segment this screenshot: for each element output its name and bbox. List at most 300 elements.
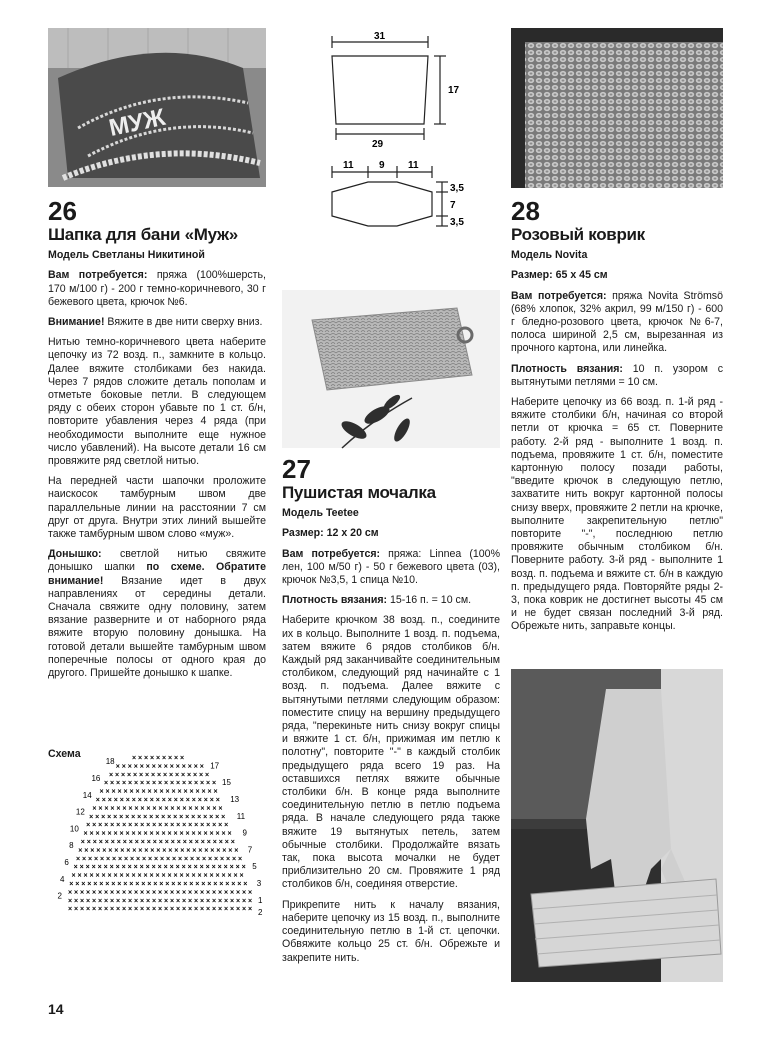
scheme-stitch: × [193,906,199,914]
scheme-stitch: × [181,889,187,897]
scheme-stitch: × [101,797,106,804]
scheme-stitch: × [79,897,85,905]
scheme-stitch: × [215,830,220,838]
scheme-stitch: × [179,813,184,821]
cloth-model: Модель Teetee [282,507,359,520]
scheme-stitch: × [215,797,220,804]
scheme-stitch: × [193,864,198,872]
scheme-stitch: × [209,830,214,838]
scheme-row [86,822,228,829]
scheme-stitch: × [161,755,167,762]
scheme-stitch: × [204,847,209,855]
scheme-stitch: × [105,855,111,863]
scheme-stitch: × [227,830,232,838]
scheme-stitch: × [138,847,143,855]
scheme-stitch: × [203,830,208,838]
scheme-stitch: × [85,889,91,897]
scheme-stitch: × [217,906,223,914]
scheme-stitch: × [155,830,160,838]
dim-seg-mid: 9 [379,160,385,171]
scheme-stitch: × [98,822,103,830]
scheme-stitch: × [205,771,210,779]
scheme-stitch: × [135,855,141,863]
scheme-stitch: × [188,839,193,846]
scheme-stitch: × [189,855,195,863]
scheme-stitch: × [200,822,205,830]
scheme-stitch: × [157,864,162,872]
scheme-stitch: × [117,788,122,796]
scheme-stitch: × [173,872,178,880]
scheme-row [83,831,231,838]
scheme-stitch: × [223,906,229,914]
scheme-stitch: × [215,872,220,880]
scheme-row-number-right: 7 [247,845,253,855]
scheme-stitch: × [91,897,97,905]
scheme-stitch: × [211,897,217,905]
scheme-stitch: × [129,788,134,796]
scheme-stitch: × [151,771,156,779]
scheme-stitch: × [116,822,121,830]
scheme-stitch: × [187,771,192,779]
scheme-stitch: × [231,855,237,863]
scheme-stitch: × [205,906,211,914]
scheme-stitch: × [176,805,181,813]
scheme-stitch: × [187,780,193,788]
scheme-stitch: × [228,847,233,855]
scheme-stitch: × [216,847,221,855]
scheme-stitch: × [189,788,194,796]
scheme-stitch: × [147,855,153,863]
scheme-stitch: × [181,897,187,905]
scheme-stitch: × [193,771,198,779]
scheme-stitch: × [77,872,82,880]
scheme-stitch: × [233,872,238,880]
scheme-stitch: × [191,797,196,804]
scheme-stitch: × [127,771,132,779]
scheme-stitch: × [121,906,127,914]
washcloth-article [282,456,500,972]
scheme-stitch: × [169,889,175,897]
scheme-stitch: × [185,872,190,880]
scheme-stitch: × [247,897,253,905]
scheme-stitch: × [133,771,138,779]
scheme-stitch: × [131,755,137,762]
scheme-stitch: × [169,763,174,771]
scheme-row-number-right: 5 [252,862,257,872]
scheme-stitch: × [125,830,130,838]
scheme-stitch: × [111,881,116,888]
scheme-stitch: × [211,889,217,897]
scheme-stitch: × [143,872,148,880]
scheme-stitch: × [169,771,174,779]
scheme-stitch: × [119,872,124,880]
scheme-stitch: × [167,813,172,821]
scheme-stitch: × [133,763,138,771]
scheme-stitch: × [171,855,177,863]
scheme-stitch: × [93,881,98,888]
scheme-stitch: × [168,847,173,855]
scheme-stitch: × [140,805,145,813]
scheme-row [68,898,252,905]
scheme-stitch: × [140,839,145,846]
scheme-stitch: × [153,788,158,796]
scheme-stitch: × [143,813,148,821]
scheme-row [78,847,238,854]
scheme-stitch: × [71,872,76,880]
scheme-stitch: × [189,881,194,888]
scheme-stitch: × [185,797,190,804]
scheme-stitch: × [145,897,151,905]
scheme-stitch: × [137,755,143,762]
scheme-stitch: × [125,813,130,821]
scheme-stitch: × [120,847,125,855]
scheme-row [132,755,184,762]
scheme-stitch: × [84,847,89,855]
scheme-stitch: × [205,897,211,905]
scheme-stitch: × [164,805,169,813]
scheme-row [74,864,246,871]
scheme-stitch: × [198,847,203,855]
scheme-stitch: × [151,906,157,914]
scheme-row-number-right: 13 [230,795,240,804]
scheme-stitch: × [125,872,130,880]
scheme-stitch: × [199,763,204,771]
scheme-stitch: × [205,889,211,897]
scheme-stitch: × [213,788,218,796]
scheme-stitch: × [147,881,152,888]
scheme-stitch: × [169,780,175,788]
rug-number: 28 [511,196,540,226]
scheme-stitch: × [199,897,205,905]
scheme-stitch: × [213,855,219,863]
scheme-stitch: × [158,822,163,830]
scheme-stitch: × [109,906,115,914]
scheme-stitch: × [223,864,228,872]
scheme-stitch: × [146,822,151,830]
scheme-stitch: × [193,763,198,771]
scheme-stitch: × [91,864,96,872]
scheme-stitch: × [201,881,206,888]
scheme-stitch: × [149,830,154,838]
hat-bottom-instructions: Донышко: светлой нитью свяжите донышко шапки по схеме. Обратите внимание! Вязание идет в двух направлениях от середины детали. Сначала свяжите одну половину, затем вязание разверните и от наборного ряда вяжите вторую половину донышка. На готовой детали вышейте тамбурным швом поперечные полосы от одного края до другого. Пришейте донышко к шапке. [48,548,266,680]
scheme-stitch: × [241,906,247,914]
scheme-stitch: × [137,830,142,838]
scheme-stitch: × [113,813,118,821]
scheme-stitch: × [115,763,120,771]
rug-paragraph-1: Наберите цепочку из 66 возд. п. 1-й ряд - вяжите столбики б/н, начиная со второй петли от крючка = 65 ст. Поверните работу. 2-й ряд - выполните 1 возд. п. подъема, провяжите 1 ст. б/н, поместите картонную полосу позади работы, "введите крючок в следующую петлю, захватите нить вокруг картонной полосы снизу вверх, провяжите 2 петли на крючке, выполните закрепительную петлю" повторите "-", последнюю петлю провяжите обычным столбиком б/н. Поверните работу. 3-й ряд - выполните 1 возд. п. подъема и вяжите ст. б/н в каждую п. предыдущего ряда. Повторяйте ряды 2-3, пока коврик не достигнет высоты 45 см и не будет связан последний 3-й ряд. Обрежьте нить, заправьте концы. [511,396,723,633]
scheme-stitch: × [199,780,205,788]
scheme-stitch: × [209,872,214,880]
scheme-stitch: × [152,805,157,813]
scheme-stitch: × [73,906,79,914]
scheme-stitch: × [218,805,223,813]
scheme-stitch: × [213,881,218,888]
scheme-stitch: × [102,847,107,855]
scheme-stitch: × [129,881,134,888]
hat-attention [48,316,266,329]
scheme-row-number-left: 4 [59,874,65,884]
scheme-stitch: × [79,906,85,914]
scheme-stitch: × [99,881,104,888]
scheme-stitch: × [199,906,205,914]
rug-materials: Вам потребуется: пряжа Novita Strömsö (68% хлопок, 32% акрил, 99 м/150 г) - 600 г бледно-розового цвета, крючок №6-7, полоса шириной 2,5 см, вырезанная из прочного картона, или линейка. [511,289,723,355]
hat-need-text: пряжа (100%шерсть, 170 м/100 г) - 200 г темно-коричневого, 30 г бежевого цвета, крючок №6. [48,269,266,308]
scheme-stitch: × [111,788,116,796]
scheme-stitch: × [131,813,136,821]
scheme-stitch: × [161,813,166,821]
scheme-stitch: × [207,855,213,863]
scheme-stitch: × [182,839,187,846]
scheme-stitch: × [185,813,190,821]
scheme-stitch: × [221,872,226,880]
scheme-stitch: × [104,805,109,813]
scheme-stitch: × [201,788,206,796]
scheme-stitch: × [110,839,115,846]
scheme-stitch: × [177,788,182,796]
scheme-stitch: × [90,847,95,855]
scheme-stitch: × [144,847,149,855]
scheme-stitch: × [109,780,115,788]
scheme-stitch: × [180,847,185,855]
hat-paragraph-2: На передней части шапочки проложите наискосок тамбурным швом две параллельные линии на расстоянии 7 см друг от друга. Внутри этих линий вышейте также тамбурным швом слово «муж». [48,475,266,541]
scheme-stitch: × [91,889,97,897]
scheme-stitch: × [163,780,169,788]
scheme-row [109,772,209,779]
scheme-stitch: × [187,889,193,897]
scheme-stitch: × [212,839,217,846]
scheme-stitch: × [206,822,211,830]
scheme-stitch: × [79,889,85,897]
scheme-stitch: × [113,830,118,838]
scheme-stitch: × [241,864,246,872]
scheme-stitch: × [147,788,152,796]
scheme-stitch: × [241,889,247,897]
dim-seg-left: 11 [343,160,354,171]
scheme-stitch: × [111,855,117,863]
rug-closeup-photo [511,28,723,188]
scheme-stitch: × [123,881,128,888]
scheme-stitch: × [122,839,127,846]
scheme-stitch: × [211,864,216,872]
scheme-stitch: × [135,788,140,796]
scheme-stitch: × [175,771,180,779]
scheme-stitch: × [91,906,97,914]
scheme-stitch: × [167,797,172,804]
scheme-stitch: × [96,847,101,855]
scheme-stitch: × [95,797,100,804]
scheme-stitch: × [165,881,170,888]
scheme-stitch: × [99,788,104,796]
cloth-number: 27 [282,454,311,484]
scheme-stitch: × [197,797,202,804]
scheme-stitch: × [122,805,127,813]
scheme-stitch: × [222,847,227,855]
scheme-stitch: × [97,906,103,914]
scheme-stitch: × [110,805,115,813]
scheme-stitch: × [161,830,166,838]
scheme-stitch: × [149,872,154,880]
scheme-stitch: × [221,813,226,821]
scheme-stitch: × [67,897,73,905]
scheme-stitch: × [167,872,172,880]
cloth-paragraph-1: Наберите крючком 38 возд. п., соедините их в кольцо. Выполните 1 возд. п. подъема, затем вяжите 6 рядов столбиков б/н. Каждый ряд заканчивайте соединительным столбиком, следующий ряд начинайте с 1 возд. п. подъема. Далее вяжите с вытянутыми петлями следующим образом: поместите спицу на вершину предыдущего ряда, "перекиньте нить снизу вокруг спицы и вяжите 1 ст. б/н, прижимая им петлю к полотну", повторите "-" в каждый столбик предыдущего ряда всего 19 раз. На оставшихся петлях вяжите обычные столбики б/н. В конце ряда выполните соединительную петлю в петлю подъема ряда. В начале следующего ряда также вяжите 19 вытянутых петель, затем обычные столбики. Продолжайте вязать так, пока высота мочалки не будет приблизительно 20 см. Провяжите 1 ряд столбиков б/н, соединяя отверстие. [282,614,500,891]
scheme-stitch: × [163,906,169,914]
scheme-stitch: × [98,805,103,813]
scheme-stitch: × [243,881,248,888]
scheme-stitch: × [223,889,229,897]
scheme-stitch: × [191,830,196,838]
scheme-stitch: × [101,830,106,838]
scheme-stitch: × [81,855,87,863]
scheme-stitch: × [235,897,241,905]
scheme-stitch: × [131,797,136,804]
scheme-stitch: × [219,855,225,863]
scheme-stitch: × [176,839,181,846]
hat-need-label: Вам потребуется: [48,269,148,282]
scheme-stitch: × [104,839,109,846]
scheme-stitch: × [203,797,208,804]
scheme-stitch: × [139,897,145,905]
scheme-stitch: × [117,855,123,863]
scheme-stitch: × [169,897,175,905]
scheme-row-number-right: 11 [236,811,246,821]
scheme-stitch: × [179,872,184,880]
scheme-stitch: × [192,847,197,855]
scheme-stitch: × [87,881,92,888]
scheme-stitch: × [164,822,169,830]
scheme-stitch: × [215,813,220,821]
scheme-stitch: × [217,889,223,897]
scheme-stitch: × [165,788,170,796]
scheme-stitch: × [108,847,113,855]
scheme-row [68,906,252,913]
scheme-stitch: × [137,813,142,821]
scheme-stitch: × [162,847,167,855]
scheme-row [69,881,247,888]
dim-h-top: 3,5 [450,183,464,194]
hat-title: Шапка для бани «Муж» [48,225,238,244]
scheme-stitch: × [127,906,133,914]
scheme-stitch: × [149,797,154,804]
scheme-stitch: × [206,839,211,846]
scheme-stitch: × [235,889,241,897]
scheme-stitch: × [157,897,163,905]
scheme-stitch: × [174,847,179,855]
scheme-stitch: × [149,755,155,762]
scheme-stitch: × [159,788,164,796]
scheme-stitch: × [188,805,193,813]
scheme-stitch: × [199,864,204,872]
scheme-stitch: × [230,839,235,846]
scheme-row-number-right: 3 [256,879,262,888]
scheme-row-number-left: 2 [57,891,62,901]
scheme-stitch: × [78,847,83,855]
scheme-stitch: × [229,906,235,914]
scheme-stitch: × [137,872,142,880]
scheme-stitch: × [217,864,222,872]
scheme-stitch: × [237,855,243,863]
hat-embroidery: МУЖ [106,103,168,142]
scheme-stitch: × [143,830,148,838]
scheme-stitch: × [103,864,108,872]
scheme-stitch: × [133,897,139,905]
scheme-stitch: × [104,822,109,830]
scheme-stitch: × [212,822,217,830]
page-number: 14 [48,1001,64,1017]
scheme-stitch: × [200,839,205,846]
scheme-stitch: × [156,847,161,855]
scheme-row-number-left: 16 [91,774,101,783]
scheme-stitch: × [175,780,181,788]
scheme-stitch: × [169,864,174,872]
cloth-paragraph-2: Прикрепите нить к началу вязания, наберите цепочку из 15 возд. п., выполните соединительную петлю в 1-й ст. цепочки. Обвяжите кольцо 25 ст. б/н. Обрежьте и закрепите нить. [282,898,500,964]
scheme-stitch: × [133,864,138,872]
scheme-stitch: × [155,797,160,804]
washcloth-photo [282,290,500,448]
scheme-row-number-right: 1 [258,895,263,905]
scheme-stitch: × [193,897,199,905]
scheme-stitch: × [83,830,88,838]
scheme-stitch: × [119,830,124,838]
scheme-stitch: × [197,872,202,880]
scheme-stitch: × [237,881,242,888]
scheme-stitch: × [134,822,139,830]
scheme-stitch: × [123,855,129,863]
scheme-stitch: × [139,780,145,788]
scheme-stitch: × [87,855,93,863]
scheme-stitch: × [229,897,235,905]
scheme-stitch: × [67,889,73,897]
scheme-stitch: × [75,855,81,863]
scheme-stitch: × [107,813,112,821]
scheme-stitch: × [80,839,85,846]
scheme-stitch: × [107,797,112,804]
scheme-stitch: × [97,864,102,872]
cloth-materials: Вам потребуется: пряжа: Linnea (100% лен, 100 м/50 г) - 50 г бежевого цвета (03), крючок №3,5, 1 спица №10. [282,547,500,587]
scheme-row [96,797,220,804]
scheme-row-number-left: 14 [82,790,92,800]
hat-article [48,198,266,687]
scheme-row [92,805,222,812]
scheme-stitch: × [128,839,133,846]
scheme-stitch: × [121,771,126,779]
scheme-stitch: × [170,839,175,846]
scheme-stitch: × [182,805,187,813]
scheme-stitch: × [173,830,178,838]
rug-size: Размер: 65 х 45 см [511,269,608,282]
scheme-row-number-left: 12 [75,807,85,817]
scheme-stitch: × [191,813,196,821]
scheme-stitch: × [247,906,253,914]
hat-model: Модель Светланы Никитиной [48,249,205,262]
scheme-stitch: × [149,813,154,821]
scheme-stitch: × [69,881,74,888]
measure-diagram [310,30,490,240]
scheme-stitch: × [101,813,106,821]
scheme-stitch: × [176,822,181,830]
scheme-stitch: × [143,755,149,762]
scheme-stitch: × [95,830,100,838]
scheme-stitch: × [175,906,181,914]
scheme-stitch: × [209,813,214,821]
scheme-stitch: × [75,881,80,888]
scheme-stitch: × [173,797,178,804]
scheme-stitch: × [146,805,151,813]
scheme-stitch: × [103,906,109,914]
scheme-row [116,763,204,770]
scheme-stitch: × [146,839,151,846]
scheme-stitch: × [73,897,79,905]
